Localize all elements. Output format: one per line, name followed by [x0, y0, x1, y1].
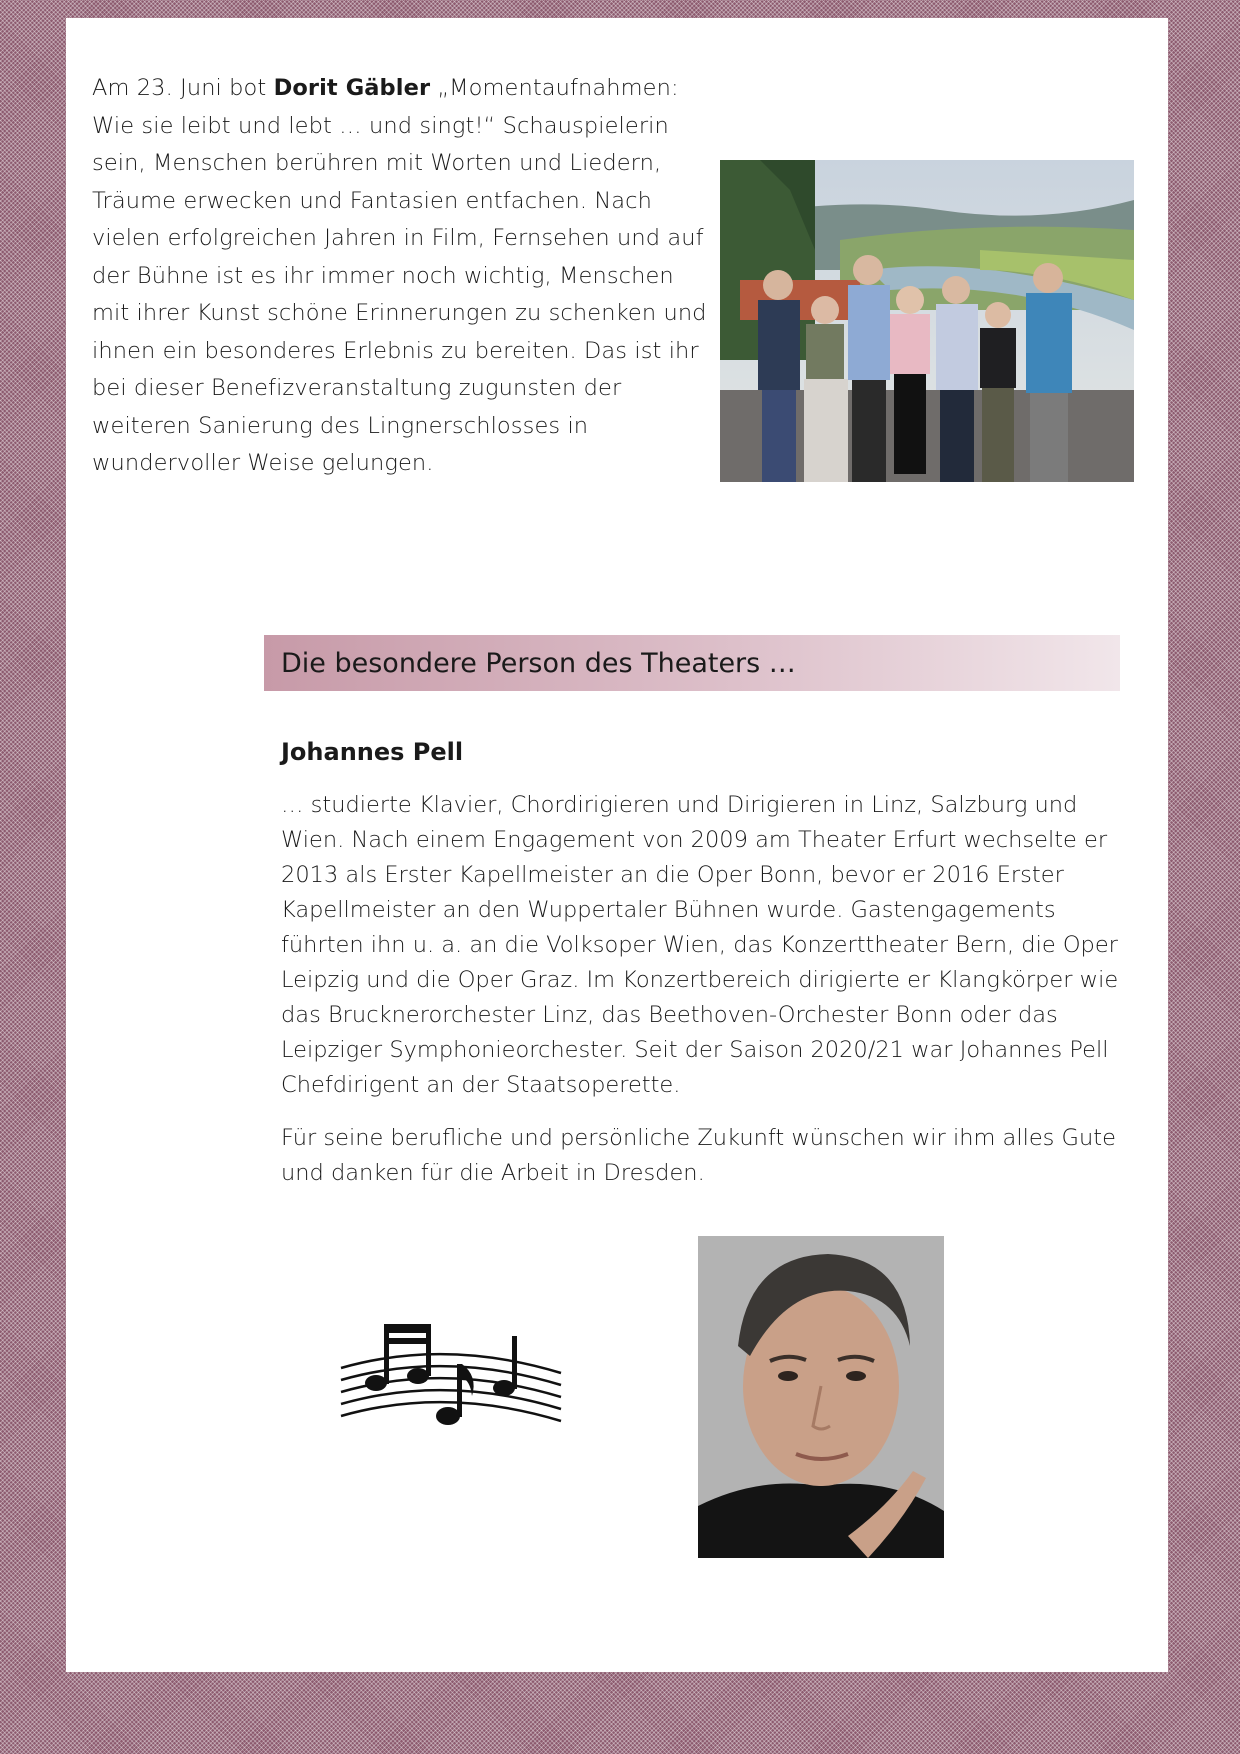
- bio-paragraph-1: … studierte Klavier, Chordirigieren und Dirigieren in Linz, Salzburg und Wien. Nach einem Engagement von 2009 am Theater Erfurt wechselte er 2013 als Erster Kapellmeister an die Oper Bonn, bevor er 2016 Erster Kapellmeister an den Wuppertaler Bühnen wurde. Gastengagements führten ihn u. a. an die Volksoper Wien, das Konzerttheater Bern, die Oper Leipzig und die Oper Graz. Im Konzertbereich dirigierte er Klangkörper wie das Brucknerorchester Linz, das Beethoven-Orchester Bonn oder das Leipziger Symphonieorchester. Seit der Saison 2020/21 war Johannes Pell Chefdirigent an der Staatsoperette.: [281, 792, 1119, 1098]
- group-photo: [720, 160, 1134, 482]
- intro-prefix: Am 23. Juni bot: [92, 75, 274, 101]
- music-notes-icon: [336, 1318, 566, 1448]
- person-name: Johannes Pell: [281, 738, 464, 766]
- section-header: [264, 635, 1120, 691]
- portrait-image: [698, 1236, 944, 1558]
- document-page: [66, 18, 1168, 1672]
- music-notes-graphic: [336, 1318, 566, 1448]
- intro-highlight-name: Dorit Gäbler: [273, 75, 431, 101]
- group-photo-image: [720, 160, 1134, 482]
- portrait-photo: [698, 1236, 944, 1558]
- bio-paragraph-2: Für seine berufliche und persönliche Zukunft wünschen wir ihm alles Gute und danken für die Arbeit in Dresden.: [281, 1125, 1116, 1186]
- intro-paragraph: [92, 70, 712, 483]
- section-title: Die besondere Person des Theaters …: [281, 647, 796, 679]
- intro-body: „Momentaufnahmen: Wie sie leibt und lebt … und singt!“ Schauspielerin sein, Menschen berühren mit Worten und Liedern, Träume erwecken und Fantasien entfachen. Nach vielen erfolgreichen Jahren in Film, Fernsehen und auf der Bühne ist es ihr immer noch wichtig, Menschen mit ihrer Kunst schöne Erinnerungen zu schenken und ihnen ein besonderes Erlebnis zu bereiten. Das ist ihr bei dieser Benefizveranstaltung zugunsten der weiteren Sanierung des Lingnerschlosses in wundervoller Weise gelungen.: [92, 75, 707, 476]
- bio-text: [281, 788, 1131, 1209]
